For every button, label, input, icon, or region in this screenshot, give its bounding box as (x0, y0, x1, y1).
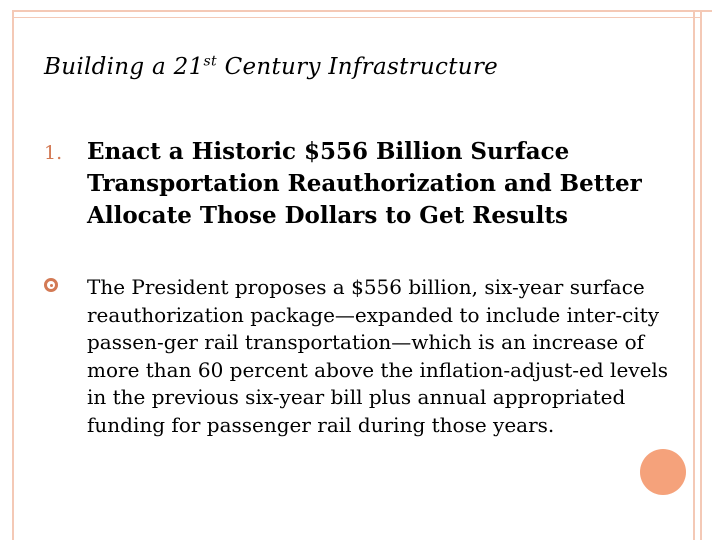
title-main: Building a 21 (44, 54, 204, 80)
frame-right-outer-line (700, 10, 702, 540)
title-superscript: st (203, 53, 217, 70)
list-item-numbered (44, 136, 674, 232)
decorative-circle-icon (640, 449, 686, 495)
list-number: 1. (44, 142, 63, 164)
list-item-bullet (44, 274, 674, 439)
frame-left-line (12, 10, 14, 540)
frame-top-inner-line (12, 17, 702, 18)
ring-bullet-icon (44, 278, 58, 292)
list-item-heading: Enact a Historic $556 Billion Surface Transportation Reauthorization and Better Allocate Those Dollars to Get Results (87, 138, 642, 229)
title-end: Century Infrastructure (216, 54, 499, 80)
frame-right-inner-line (693, 10, 695, 540)
list-item-body: The President proposes a $556 billion, six-year surface reauthorization package—expanded to include inter-city passen-ger rail transportation—which is an increase of more than 60 percent above the inflation-adjust-ed levels in the previous six-year bill plus annual appropriated funding for passenger rail during those years. (87, 275, 669, 437)
frame-top-line (12, 10, 712, 12)
slide-title (44, 54, 498, 80)
